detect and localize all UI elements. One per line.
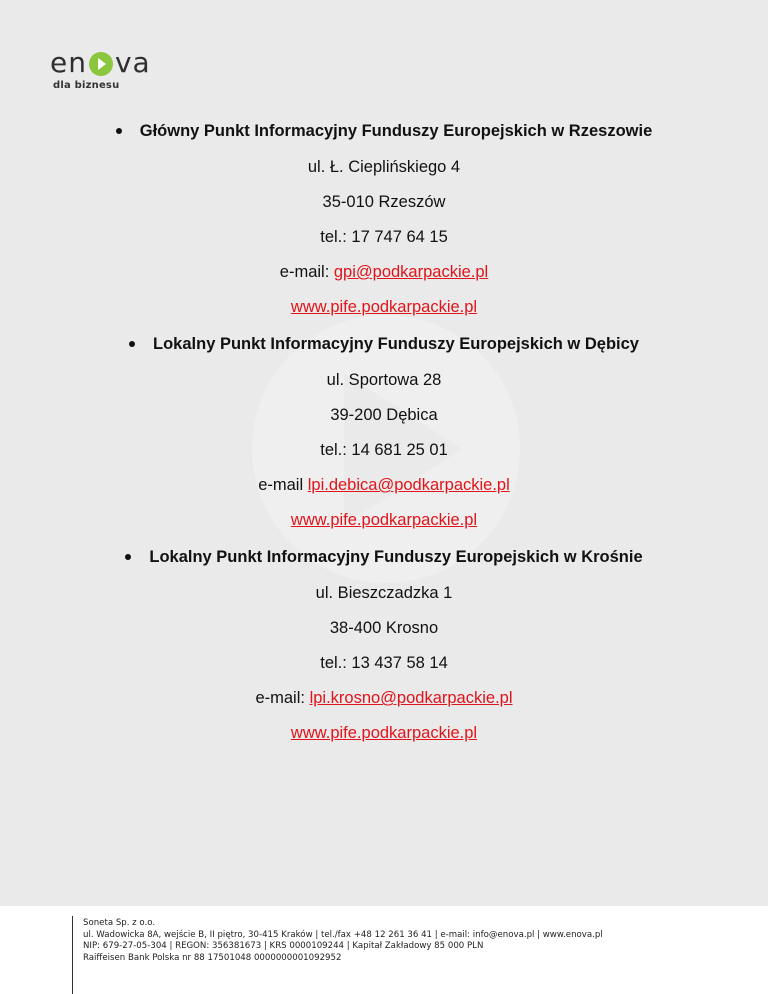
- page-footer: [0, 906, 768, 994]
- logo-play-icon: [89, 52, 113, 76]
- city-postcode: 38-400 Krosno: [329, 619, 439, 637]
- footer-bank: Raiffeisen Bank Polska nr 88 17501048 0000000001092952: [83, 952, 342, 963]
- section-heading-text: Lokalny Punkt Informacyjny Funduszy Europejskich w Krośnie: [149, 548, 643, 566]
- website-link[interactable]: www.pife.podkarpackie.pl: [290, 298, 478, 316]
- email-line: [0, 681, 768, 716]
- email-link[interactable]: lpi.debica@podkarpackie.pl: [307, 476, 510, 494]
- section-heading: [0, 325, 768, 363]
- footer-company-info: [83, 918, 603, 964]
- footer-divider: [72, 916, 73, 994]
- city-postcode: 35-010 Rzeszów: [322, 193, 446, 211]
- phone-number: tel.: 17 747 64 15: [320, 228, 448, 246]
- footer-registry: NIP: 679-27-05-304 | REGON: 356381673 | KRS 0000109244 | Kapitał Zakładowy 85 000 PLN: [83, 941, 484, 951]
- phone-number: tel.: 13 437 58 14: [320, 654, 448, 672]
- section-krosno: [0, 538, 768, 751]
- email-link[interactable]: lpi.krosno@podkarpackie.pl: [309, 689, 513, 707]
- logo-wordmark: [50, 48, 151, 78]
- city-postcode: 39-200 Dębica: [330, 406, 438, 424]
- email-line: [0, 255, 768, 290]
- section-rzeszow: [0, 112, 768, 325]
- section-heading-text: Główny Punkt Informacyjny Funduszy Europejskich w Rzeszowie: [139, 122, 653, 140]
- website-line: [0, 503, 768, 538]
- section-heading: [0, 112, 768, 150]
- logo-tagline: dla biznesu: [53, 80, 120, 91]
- website-link[interactable]: www.pife.podkarpackie.pl: [290, 724, 478, 742]
- street-address: ul. Bieszczadzka 1: [315, 584, 453, 602]
- document-body: [0, 112, 768, 751]
- section-debica: [0, 325, 768, 538]
- email-label: e-mail:: [255, 689, 310, 707]
- email-label: e-mail:: [279, 263, 334, 281]
- website-link[interactable]: www.pife.podkarpackie.pl: [290, 511, 478, 529]
- street-address: ul. Ł. Cieplińskiego 4: [307, 158, 461, 176]
- section-heading-text: Lokalny Punkt Informacyjny Funduszy Europejskich w Dębicy: [153, 335, 639, 353]
- phone-number: tel.: 14 681 25 01: [320, 441, 448, 459]
- footer-address: ul. Wadowicka 8A, wejście B, II piętro, 30-415 Kraków | tel./fax +48 12 261 36 41 | e-mail: info@enova.pl | www.enova.pl: [83, 929, 603, 940]
- bullet-icon: [116, 128, 122, 134]
- footer-company-name: Soneta Sp. z o.o.: [83, 918, 156, 928]
- website-line: [0, 716, 768, 751]
- email-link[interactable]: gpi@podkarpackie.pl: [333, 263, 489, 281]
- email-line: [0, 468, 768, 503]
- enova-logo: [50, 48, 180, 98]
- website-line: [0, 290, 768, 325]
- bullet-icon: [125, 554, 131, 560]
- bullet-icon: [129, 341, 135, 347]
- logo-word-right: va: [114, 46, 151, 79]
- street-address: ul. Sportowa 28: [326, 371, 442, 389]
- logo-word-left: en: [50, 46, 87, 79]
- email-label: e-mail: [258, 476, 308, 494]
- section-heading: [0, 538, 768, 576]
